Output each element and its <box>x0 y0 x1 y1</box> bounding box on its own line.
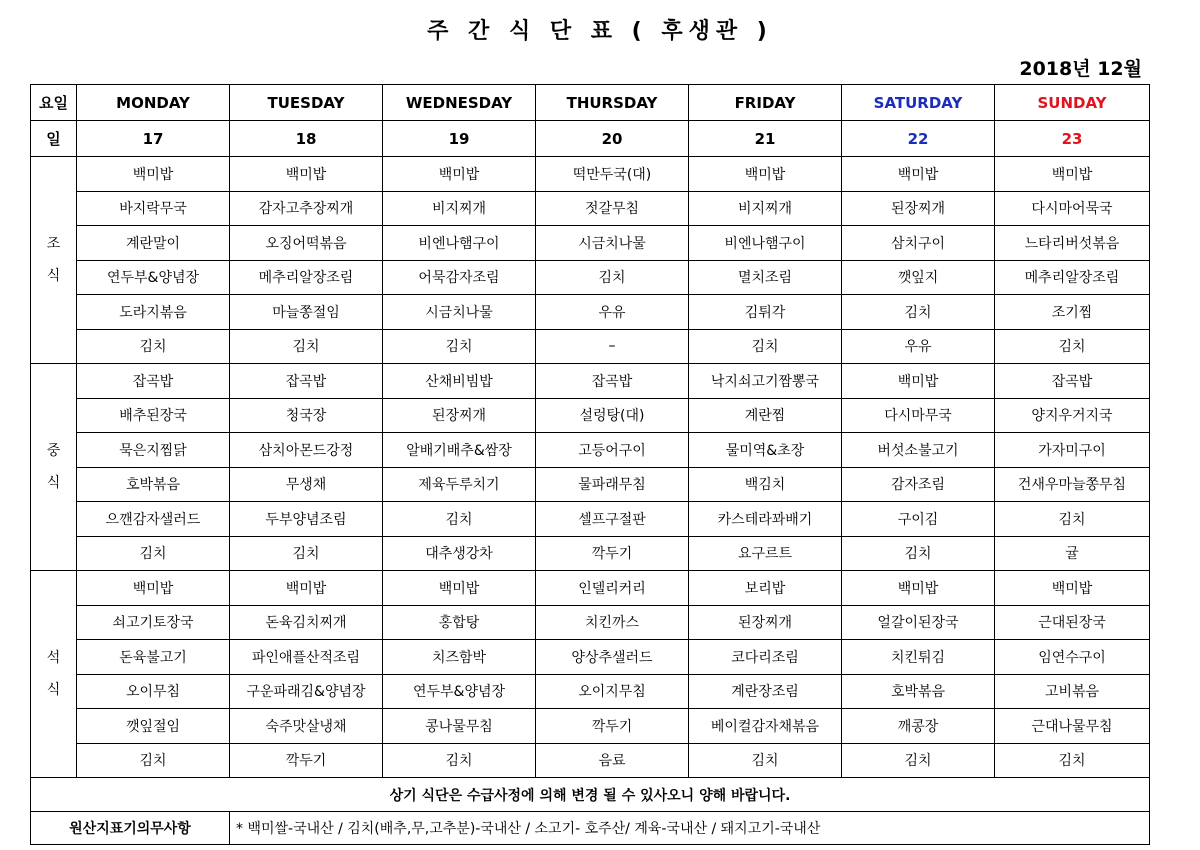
menu-item: 오이무침 <box>77 674 230 709</box>
menu-item: 김치 <box>842 743 995 778</box>
menu-item: 김치 <box>995 743 1150 778</box>
date-thursday: 20 <box>536 121 689 157</box>
menu-item: 무생채 <box>230 467 383 502</box>
menu-item: 비엔나햄구이 <box>689 226 842 261</box>
menu-item: 산채비빔밥 <box>383 364 536 399</box>
menu-item: 감자조림 <box>842 467 995 502</box>
menu-item: 도라지볶음 <box>77 295 230 330</box>
menu-row <box>31 398 1150 433</box>
menu-item: 마늘쫑절임 <box>230 295 383 330</box>
menu-item: 김치 <box>230 536 383 571</box>
menu-item: 셀프구절판 <box>536 502 689 537</box>
menu-item: 돈육불고기 <box>77 640 230 675</box>
menu-item: 젓갈무침 <box>536 191 689 226</box>
meal-label-char: 석 <box>46 650 61 666</box>
menu-item: 연두부&양념장 <box>77 260 230 295</box>
menu-item: 홍합탕 <box>383 605 536 640</box>
menu-item: 김치 <box>77 536 230 571</box>
menu-row <box>31 191 1150 226</box>
menu-item: 잡곡밥 <box>230 364 383 399</box>
origin-text: * 백미쌀-국내산 / 김치(배추,무,고추분)-국내산 / 소고기- 호주산/ 계육-국내산 / 돼지고기-국내산 <box>230 812 1150 845</box>
meal-label-char: 중 <box>46 443 61 459</box>
menu-item: 김치 <box>383 743 536 778</box>
menu-item: 호박볶음 <box>842 674 995 709</box>
menu-item: 백미밥 <box>842 571 995 606</box>
menu-item: 근대나물무침 <box>995 709 1150 744</box>
menu-item: 물파래무침 <box>536 467 689 502</box>
menu-item: 콩나물무침 <box>383 709 536 744</box>
origin-row <box>31 812 1150 845</box>
menu-row <box>31 226 1150 261</box>
menu-item: 된장찌개 <box>689 605 842 640</box>
menu-item: 김치 <box>689 743 842 778</box>
menu-item: 요구르트 <box>689 536 842 571</box>
menu-item: 잡곡밥 <box>536 364 689 399</box>
notice-row <box>31 778 1150 812</box>
day-header-tuesday: TUESDAY <box>230 85 383 121</box>
date-friday: 21 <box>689 121 842 157</box>
menu-row <box>31 502 1150 537</box>
menu-row <box>31 743 1150 778</box>
menu-item: 물미역&초장 <box>689 433 842 468</box>
menu-item: 멸치조림 <box>689 260 842 295</box>
menu-item: 치즈함박 <box>383 640 536 675</box>
menu-item: 깻잎절임 <box>77 709 230 744</box>
menu-item: 대추생강차 <box>383 536 536 571</box>
meal-label-char: 식 <box>46 682 61 698</box>
menu-item: 김튀각 <box>689 295 842 330</box>
day-header-saturday: SATURDAY <box>842 85 995 121</box>
menu-month: 2018년 12월 <box>1019 58 1142 80</box>
day-header-sunday: SUNDAY <box>995 85 1150 121</box>
menu-item: 카스테라꽈배기 <box>689 502 842 537</box>
date-header-row <box>31 121 1150 157</box>
menu-item: 김치 <box>77 743 230 778</box>
menu-item: 비지찌개 <box>689 191 842 226</box>
menu-item: 김치 <box>995 329 1150 364</box>
menu-item: 어묵감자조림 <box>383 260 536 295</box>
menu-item: 김치 <box>689 329 842 364</box>
day-header-thursday: THURSDAY <box>536 85 689 121</box>
menu-row <box>31 433 1150 468</box>
menu-item: 김치 <box>383 329 536 364</box>
menu-item: 백미밥 <box>77 157 230 192</box>
menu-item: 다시마무국 <box>842 398 995 433</box>
menu-item: 계란말이 <box>77 226 230 261</box>
meal-label-char: 조 <box>46 236 61 252</box>
menu-item: 다시마어묵국 <box>995 191 1150 226</box>
menu-item: 메추리알장조림 <box>995 260 1150 295</box>
menu-item: 잡곡밥 <box>77 364 230 399</box>
menu-item: 백미밥 <box>842 157 995 192</box>
meal-label-dinner <box>31 571 77 778</box>
date-sunday: 23 <box>995 121 1150 157</box>
menu-item: 깍두기 <box>230 743 383 778</box>
menu-item: 시금치나물 <box>383 295 536 330</box>
menu-item: 돈육김치찌개 <box>230 605 383 640</box>
menu-item: 제육두루치기 <box>383 467 536 502</box>
day-header-wednesday: WEDNESDAY <box>383 85 536 121</box>
menu-item: 삼치구이 <box>842 226 995 261</box>
menu-item: 계란찜 <box>689 398 842 433</box>
menu-item: 가자미구이 <box>995 433 1150 468</box>
menu-row <box>31 295 1150 330</box>
date-saturday: 22 <box>842 121 995 157</box>
menu-row <box>31 674 1150 709</box>
menu-row <box>31 467 1150 502</box>
menu-item: 백미밥 <box>995 571 1150 606</box>
menu-item: 치킨까스 <box>536 605 689 640</box>
menu-item: 얼갈이된장국 <box>842 605 995 640</box>
menu-item: 오징어떡볶음 <box>230 226 383 261</box>
menu-item: 낙지쇠고기짬뽕국 <box>689 364 842 399</box>
date-label: 일 <box>31 121 77 157</box>
menu-item: 김치 <box>995 502 1150 537</box>
menu-item: 구운파래김&양념장 <box>230 674 383 709</box>
menu-item: 김치 <box>536 260 689 295</box>
menu-item: 바지락무국 <box>77 191 230 226</box>
menu-item: 시금치나물 <box>536 226 689 261</box>
menu-item: 버섯소불고기 <box>842 433 995 468</box>
menu-item: 메추리알장조림 <box>230 260 383 295</box>
menu-row <box>31 260 1150 295</box>
menu-item: 김치 <box>842 295 995 330</box>
menu-item: 코다리조림 <box>689 640 842 675</box>
menu-item: 느타리버섯볶음 <box>995 226 1150 261</box>
menu-item: 김치 <box>842 536 995 571</box>
menu-item: 임연수구이 <box>995 640 1150 675</box>
menu-row <box>31 605 1150 640</box>
origin-label: 원산지표기의무사항 <box>31 812 230 845</box>
menu-item: 김치 <box>77 329 230 364</box>
menu-item: 청국장 <box>230 398 383 433</box>
meal-label-breakfast <box>31 157 77 364</box>
menu-item: 백미밥 <box>230 157 383 192</box>
menu-item: 음료 <box>536 743 689 778</box>
menu-item: 연두부&양념장 <box>383 674 536 709</box>
menu-item: 백미밥 <box>230 571 383 606</box>
menu-item: 고등어구이 <box>536 433 689 468</box>
menu-item: 깍두기 <box>536 709 689 744</box>
menu-item: 백김치 <box>689 467 842 502</box>
menu-item: 숙주맛살냉채 <box>230 709 383 744</box>
menu-item: 깍두기 <box>536 536 689 571</box>
menu-item: 깨콩장 <box>842 709 995 744</box>
menu-item: 된장찌개 <box>842 191 995 226</box>
menu-item: 계란장조림 <box>689 674 842 709</box>
menu-row <box>31 364 1150 399</box>
menu-item: 보리밥 <box>689 571 842 606</box>
menu-row <box>31 536 1150 571</box>
menu-item: 비엔나햄구이 <box>383 226 536 261</box>
menu-row <box>31 157 1150 192</box>
menu-item: 삼치아몬드강정 <box>230 433 383 468</box>
menu-item: 떡만두국(대) <box>536 157 689 192</box>
menu-row <box>31 329 1150 364</box>
menu-item: 백미밥 <box>689 157 842 192</box>
menu-item: 설렁탕(대) <box>536 398 689 433</box>
menu-item: 오이지무침 <box>536 674 689 709</box>
menu-item: 호박볶음 <box>77 467 230 502</box>
menu-item: 건새우마늘쫑무침 <box>995 467 1150 502</box>
menu-item: 파인애플산적조림 <box>230 640 383 675</box>
menu-item: 근대된장국 <box>995 605 1150 640</box>
menu-item: 양지우거지국 <box>995 398 1150 433</box>
menu-item: 우유 <box>536 295 689 330</box>
menu-item: 구이김 <box>842 502 995 537</box>
menu-item: 쇠고기토장국 <box>77 605 230 640</box>
meal-label-char: 식 <box>46 268 61 284</box>
menu-item: 인델리커리 <box>536 571 689 606</box>
day-label: 요일 <box>31 85 77 121</box>
menu-item: 비지찌개 <box>383 191 536 226</box>
menu-item: 치킨튀김 <box>842 640 995 675</box>
date-wednesday: 19 <box>383 121 536 157</box>
menu-item: 조기찜 <box>995 295 1150 330</box>
date-tuesday: 18 <box>230 121 383 157</box>
change-notice: 상기 식단은 수급사정에 의해 변경 될 수 있사오니 양해 바랍니다. <box>31 778 1150 812</box>
menu-item: 된장찌개 <box>383 398 536 433</box>
menu-row <box>31 571 1150 606</box>
menu-item: – <box>536 329 689 364</box>
day-header-monday: MONDAY <box>77 85 230 121</box>
menu-item: 깻잎지 <box>842 260 995 295</box>
day-header-row <box>31 85 1150 121</box>
menu-item: 백미밥 <box>995 157 1150 192</box>
menu-row <box>31 640 1150 675</box>
menu-item: 으깬감자샐러드 <box>77 502 230 537</box>
menu-item: 두부양념조림 <box>230 502 383 537</box>
menu-item: 백미밥 <box>77 571 230 606</box>
menu-item: 귤 <box>995 536 1150 571</box>
menu-item: 양상추샐러드 <box>536 640 689 675</box>
meal-label-char: 식 <box>46 475 61 491</box>
menu-item: 우유 <box>842 329 995 364</box>
menu-item: 베이컬감자채볶음 <box>689 709 842 744</box>
date-monday: 17 <box>77 121 230 157</box>
menu-item: 고비볶음 <box>995 674 1150 709</box>
menu-item: 잡곡밥 <box>995 364 1150 399</box>
menu-item: 백미밥 <box>842 364 995 399</box>
menu-item: 김치 <box>383 502 536 537</box>
menu-row <box>31 709 1150 744</box>
menu-item: 감자고추장찌개 <box>230 191 383 226</box>
meal-label-lunch <box>31 364 77 571</box>
menu-item: 배추된장국 <box>77 398 230 433</box>
menu-item: 백미밥 <box>383 157 536 192</box>
day-header-friday: FRIDAY <box>689 85 842 121</box>
menu-item: 김치 <box>230 329 383 364</box>
menu-item: 묵은지찜닭 <box>77 433 230 468</box>
weekly-menu-table <box>30 84 1150 845</box>
page-title: 주 간 식 단 표 ( 후생관 ) <box>427 19 773 44</box>
menu-item: 백미밥 <box>383 571 536 606</box>
menu-item: 알배기배추&쌈장 <box>383 433 536 468</box>
